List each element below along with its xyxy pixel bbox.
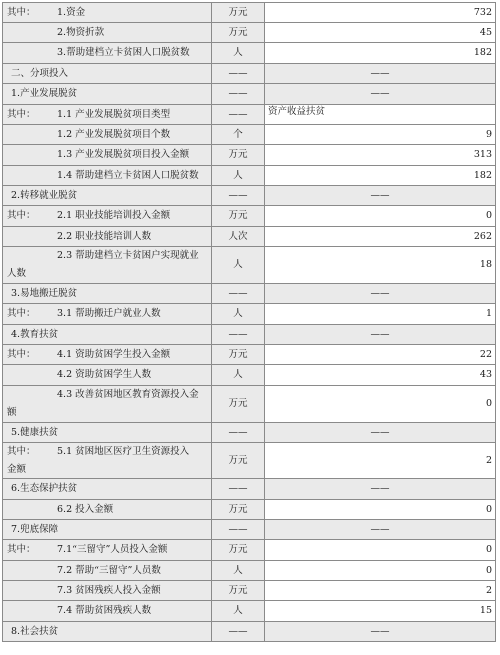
- table-row: [2, 3, 496, 23]
- table-row: [2, 500, 496, 520]
- section-heading: [2, 284, 211, 303]
- unit-cell: 万元: [211, 581, 264, 600]
- table-row: [2, 581, 496, 601]
- section-label: 二、分项投入: [11, 67, 69, 79]
- value-cell: 182: [264, 166, 496, 185]
- table-row: [2, 443, 496, 479]
- value-cell-empty: ——: [264, 84, 496, 104]
- value-cell-empty: ——: [264, 622, 496, 641]
- table-row: [2, 247, 496, 284]
- table-row: [2, 166, 496, 186]
- table-row: [2, 145, 496, 166]
- row-prefix: 其中：: [7, 108, 36, 120]
- section-heading: [2, 64, 211, 83]
- unit-cell: 万元: [211, 500, 264, 519]
- value-cell: 资产收益扶贫: [264, 105, 496, 124]
- unit-cell: 万元: [211, 345, 264, 364]
- item-label-cell: [2, 601, 211, 621]
- item-label-cell: [2, 386, 211, 422]
- item-label: 1.4 帮助建档立卡贫困人口脱贫数: [57, 169, 199, 181]
- table-row: [2, 479, 496, 500]
- table-row: [2, 540, 496, 561]
- table-row: [2, 622, 496, 642]
- item-label: 1.3 产业发展脱贫项目投入金额: [57, 149, 190, 160]
- unit-cell: 万元: [211, 540, 264, 560]
- item-label-cell: [2, 443, 211, 478]
- value-cell-empty: ——: [264, 325, 496, 344]
- table-row: [2, 386, 496, 423]
- row-prefix: 其中：: [7, 308, 36, 319]
- value-cell: 182: [264, 43, 496, 63]
- table-row: [2, 64, 496, 84]
- item-label: 4.3 改善贫困地区教育资源投入金: [57, 389, 199, 400]
- section-label: 1.产业发展脱贫: [11, 88, 78, 99]
- section-heading: [2, 186, 211, 205]
- item-label-cell: [2, 540, 211, 560]
- table-row: [2, 186, 496, 206]
- table-row: [2, 325, 496, 345]
- item-label: 5.1 贫困地区医疗卫生资源投入: [57, 446, 190, 457]
- row-prefix: 其中：: [7, 6, 36, 18]
- unit-cell: ——: [211, 284, 264, 303]
- section-heading: [2, 325, 211, 344]
- row-prefix: 其中：: [7, 544, 36, 555]
- unit-cell: ——: [211, 64, 264, 83]
- item-label: 4.2 资助贫困学生人数: [57, 369, 152, 380]
- table-row: [2, 105, 496, 125]
- unit-cell: 万元: [211, 443, 264, 478]
- item-label-cell: [2, 3, 211, 22]
- row-prefix: 其中：: [7, 446, 36, 457]
- unit-cell: ——: [211, 325, 264, 344]
- item-label: 2.物资折款: [57, 26, 105, 38]
- unit-cell: ——: [211, 423, 264, 442]
- value-cell-empty: ——: [264, 423, 496, 442]
- item-label-cell: [2, 581, 211, 600]
- value-cell-empty: ——: [264, 479, 496, 499]
- item-label-cell: [2, 304, 211, 324]
- value-cell: 18: [264, 247, 496, 283]
- value-cell: 732: [264, 3, 496, 22]
- unit-cell: 个: [211, 125, 264, 144]
- value-cell: 43: [264, 365, 496, 385]
- section-label: 4.教育扶贫: [11, 328, 59, 340]
- item-label: 7.4 帮助贫困残疾人数: [57, 605, 152, 616]
- table-row: [2, 227, 496, 247]
- unit-cell: 万元: [211, 3, 264, 22]
- value-cell: 313: [264, 145, 496, 165]
- item-label: 3.1 帮助搬迁户就业人数: [57, 308, 161, 319]
- table-row: [2, 345, 496, 365]
- item-label-cell: [2, 166, 211, 185]
- table-row: [2, 284, 496, 304]
- poverty-alleviation-table: [2, 2, 496, 642]
- value-cell: 1: [264, 304, 496, 324]
- item-label-cell: [2, 345, 211, 364]
- item-label: 7.3 贫困残疾人投入金额: [57, 584, 161, 596]
- item-label: 2.3 帮助建档立卡贫困户实现就业: [57, 250, 199, 261]
- table-row: [2, 125, 496, 145]
- unit-cell: 人: [211, 304, 264, 324]
- table-row: [2, 520, 496, 540]
- section-heading: [2, 479, 211, 499]
- section-heading: [2, 622, 211, 641]
- section-label: 5.健康扶贫: [11, 426, 59, 438]
- row-prefix: 其中：: [7, 210, 36, 221]
- section-label: 3.易地搬迁脱贫: [11, 287, 78, 299]
- item-label: 7.2 帮助“三留守”人员数: [57, 564, 161, 576]
- item-label: 6.2 投入金额: [57, 503, 114, 515]
- item-label-cell: [2, 145, 211, 165]
- unit-cell: ——: [211, 186, 264, 205]
- item-label-cell: [2, 227, 211, 246]
- table-row: [2, 84, 496, 105]
- value-cell: 0: [264, 561, 496, 580]
- value-cell: 0: [264, 500, 496, 519]
- unit-cell: 人: [211, 166, 264, 185]
- unit-cell: 人: [211, 561, 264, 580]
- value-cell: 2: [264, 581, 496, 600]
- unit-cell: ——: [211, 84, 264, 104]
- item-label-cell: [2, 365, 211, 385]
- value-cell-empty: ——: [264, 186, 496, 205]
- table-row: [2, 304, 496, 325]
- table-row: [2, 561, 496, 581]
- value-cell: 22: [264, 345, 496, 364]
- value-cell: 0: [264, 386, 496, 422]
- section-heading: [2, 84, 211, 104]
- item-label-continued: 人数: [7, 268, 27, 279]
- unit-cell: 人: [211, 247, 264, 283]
- table-row: [2, 423, 496, 443]
- value-cell: 15: [264, 601, 496, 621]
- item-label-continued: 金额: [7, 464, 27, 475]
- section-heading: [2, 423, 211, 442]
- item-label: 3.帮助建档立卡贫困人口脱贫数: [57, 47, 190, 58]
- item-label: 2.2 职业技能培训人数: [57, 230, 152, 242]
- item-label: 4.1 资助贫困学生投入金额: [57, 348, 171, 360]
- unit-cell: 万元: [211, 23, 264, 42]
- row-prefix: 其中：: [7, 348, 36, 360]
- unit-cell: 人: [211, 365, 264, 385]
- value-cell: 0: [264, 540, 496, 560]
- item-label-cell: [2, 206, 211, 226]
- table-row: [2, 601, 496, 622]
- unit-cell: 万元: [211, 206, 264, 226]
- value-cell: 262: [264, 227, 496, 246]
- unit-cell: ——: [211, 105, 264, 124]
- item-label-continued: 额: [7, 407, 17, 418]
- table-row: [2, 43, 496, 64]
- table-row: [2, 365, 496, 386]
- unit-cell: 人: [211, 601, 264, 621]
- value-cell-empty: ——: [264, 520, 496, 539]
- item-label: 7.1“三留守”人员投入金额: [57, 544, 168, 555]
- item-label-cell: [2, 23, 211, 42]
- item-label-cell: [2, 43, 211, 63]
- unit-cell: ——: [211, 520, 264, 539]
- section-label: 6.生态保护扶贫: [11, 483, 78, 494]
- unit-cell: ——: [211, 479, 264, 499]
- unit-cell: 人: [211, 43, 264, 63]
- unit-cell: ——: [211, 622, 264, 641]
- table-row: [2, 23, 496, 43]
- section-label: 7.兜底保障: [11, 523, 59, 535]
- item-label-cell: [2, 247, 211, 283]
- value-cell: 2: [264, 443, 496, 478]
- item-label: 2.1 职业技能培训投入金额: [57, 210, 171, 221]
- item-label-cell: [2, 105, 211, 124]
- section-label: 8.社会扶贫: [11, 625, 59, 637]
- item-label-cell: [2, 561, 211, 580]
- item-label: 1.资金: [57, 6, 86, 18]
- unit-cell: 万元: [211, 145, 264, 165]
- item-label: 1.2 产业发展脱贫项目个数: [57, 128, 171, 140]
- section-label: 2.转移就业脱贫: [11, 189, 78, 201]
- value-cell-empty: ——: [264, 284, 496, 303]
- item-label-cell: [2, 500, 211, 519]
- value-cell-empty: ——: [264, 64, 496, 83]
- unit-cell: 万元: [211, 386, 264, 422]
- value-cell: 9: [264, 125, 496, 144]
- unit-cell: 人次: [211, 227, 264, 246]
- value-cell: 45: [264, 23, 496, 42]
- section-heading: [2, 520, 211, 539]
- item-label-cell: [2, 125, 211, 144]
- item-label: 1.1 产业发展脱贫项目类型: [57, 108, 171, 120]
- table-row: [2, 206, 496, 227]
- value-cell: 0: [264, 206, 496, 226]
